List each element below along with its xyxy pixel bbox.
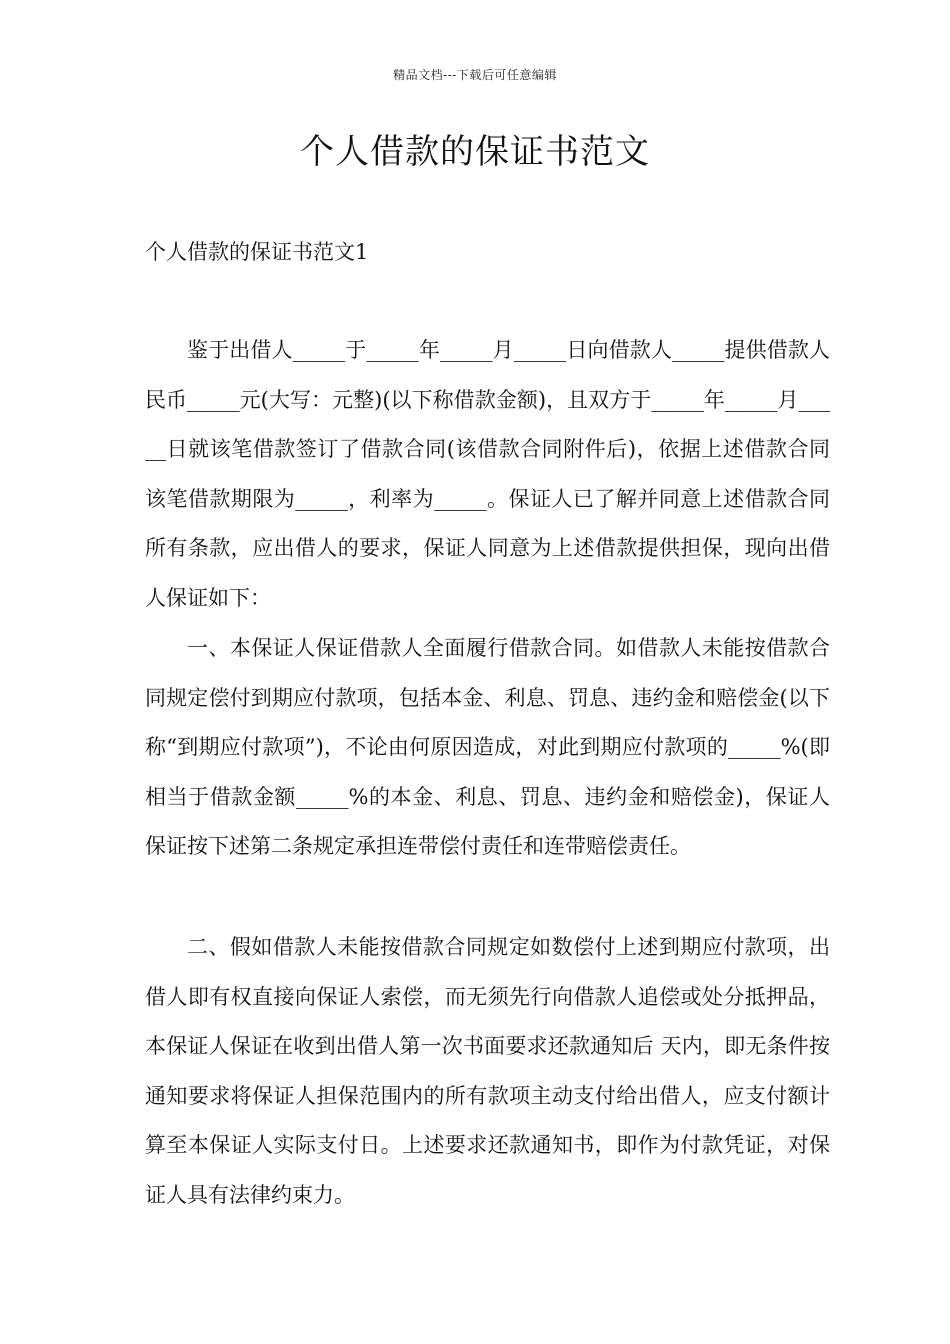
paragraph-text: 鉴于出借人_____于_____年_____月_____日向借款人_____提供借款人民币_____元(大写：元整)(以下称借款金额)，且双方于_____年_____月_____日就该笔借款签订了借款合同(该借款合同附件后)，依据上述借款合同该笔借款期限为_____，利率为_____。保证人已了解并同意上述借款合同所有条款，应出借人的要求，保证人同意为上述借款提供担保，现向出借人保证如下：	[145, 338, 830, 610]
paragraph-clause-two	[145, 923, 830, 1221]
header-note: 精品文档---下载后可任意编辑	[393, 68, 557, 82]
paragraph-preamble	[145, 326, 830, 624]
paragraph-text: 二、假如借款人未能按借款合同规定如数偿付上述到期应付款项，出借人即有权直接向保证人索偿，而无须先行向借款人追偿或处分抵押品，本保证人保证在收到出借人第一次书面要求还款通知后 天内，即无条件按通知要求将保证人担保范围内的所有款项主动支付给出借人，应支付额计算至本保证人实际支付日。上述要求还款通知书，即作为付款凭证，对保证人具有法律约束力。	[145, 935, 830, 1207]
section-heading: 个人借款的保证书范文1	[145, 240, 369, 264]
paragraph-text: 一、本保证人保证借款人全面履行借款合同。如借款人未能按借款合同规定偿付到期应付款项，包括本金、利息、罚息、违约金和赔偿金(以下称“到期应付款项”)，不论由何原因造成，对此到期应付款项的_____%(即相当于借款金额_____%的本金、利息、罚息、违约金和赔偿金)，保证人保证按下述第二条规定承担连带偿付责任和连带赔偿责任。	[145, 636, 830, 859]
paragraph-clause-one	[145, 624, 830, 872]
document-title: 个人借款的保证书范文	[300, 132, 650, 172]
